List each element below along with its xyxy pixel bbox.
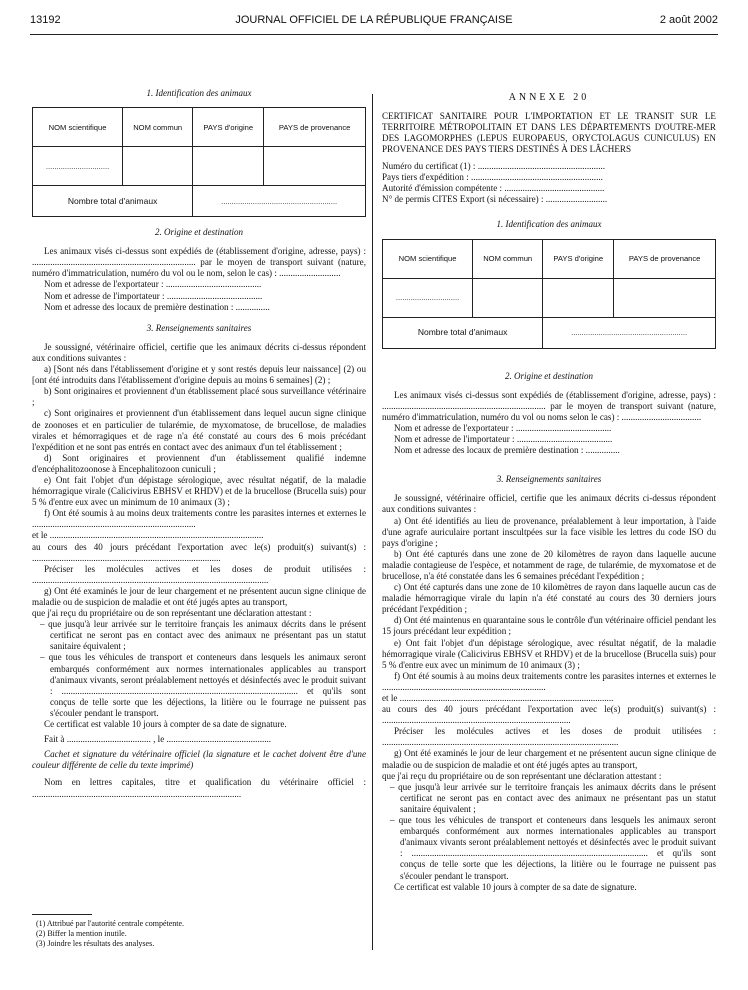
col-header-scientific-name: NOM scientifique: [383, 239, 473, 278]
list-item: – que tous les véhicules de transport et conteneurs dans lesquels les animaux seront embarqués conformément aux normes internationales applicables au transport d'animaux vivants seront préalablement nettoyés et désinfectés avec le produit suivant : ........................................................................................................ et qu'ils sont conçus de telle sorte que les déjections, la litière ou le fourrage ne puissent pas s'écouler pendant le transport.: [390, 815, 716, 881]
paragraph: Nom et adresse de l'exportateur : ..........................................: [394, 422, 612, 433]
section-title-origin: 2. Origine et destination: [155, 227, 243, 238]
paragraph: g) Ont été examinés le jour de leur chargement et ne présentent aucun signe clinique de maladie ou de suspicion de maladie et ont été jugés aptes au transport,: [32, 585, 366, 607]
paragraph: Je soussigné, vétérinaire officiel, certifie que les animaux décrits ci-dessus répondent aux conditions suivantes :: [382, 493, 716, 515]
validity-note: Ce certificat est valable 10 jours à compter de sa date de signature.: [44, 719, 287, 730]
footnote-rule: [32, 914, 92, 915]
paragraph: Nom et adresse des locaux de première destination : ...............: [394, 445, 620, 456]
paragraph: d) Sont originaires et proviennent d'un établissement qualifié indemne d'encéphalitozoonose à Encephalitozoon cuniculi ;: [32, 452, 366, 474]
list-item: – que jusqu'à leur arrivée sur le territoire français les animaux décrits dans le présent certificat ne seront pas en contact avec des animaux ne présentant pas un statut sanitaire équivalent ;: [40, 619, 366, 652]
paragraph: a) Ont été identifiés au lieu de provenance, préalablement à leur importation, à l'aide d'une agrafe auriculaire portant inscultpées sur la face visible les lettres du code ISO du pays d'origine ;: [382, 515, 716, 548]
table-cell: [264, 147, 366, 186]
paragraph: Les animaux visés ci-dessus sont expédiés de (établissement d'origine, adresse, pays) : ........................................................................ par le moyen de transport suivant (nature, numéro d'immatriculation, numéro du vol ou le nom, selon le cas) : ...........................: [32, 246, 366, 279]
paragraph: Préciser les molécules actives et les doses de produit utilisées : ........................................................................................................: [32, 563, 366, 585]
col-header-common-name: NOM commun: [123, 108, 193, 147]
page-header: [30, 14, 718, 35]
stamp-signature-instruction: Cachet et signature du vétérinaire officiel (la signature et le cachet doivent être d'une couleur différente de celle du texte imprimé): [32, 749, 366, 771]
journal-title: JOURNAL OFFICIEL DE LA RÉPUBLIQUE FRANÇAISE: [235, 14, 513, 26]
paragraph: au cours des 40 jours précédant l'exportation avec le(s) produit(s) suivant(s) : ...................................................................................: [32, 541, 366, 563]
paragraph: d) Ont été maintenus en quarantaine sous le contrôle d'un vétérinaire officiel pendant les 15 jours précédant leur expédition ;: [382, 615, 716, 637]
paragraph: e) Ont fait l'objet d'un dépistage sérologique, avec résultat négatif, de la maladie hémorragique virale (Calicivirus EBHSV et RHDV) et de la brucellose (Brucella suis) pour 5 % d'entre eux avec un minimum de 10 animaux (3) ;: [382, 637, 716, 670]
total-animals-label: Nombre total d'animaux: [383, 317, 543, 348]
signature-place-date: Fait à ..................................... , le ..............................................: [44, 734, 272, 745]
export-country-line: Pays tiers d'expédition : ..........................................................: [382, 172, 603, 183]
paragraph: que j'ai reçu du propriétaire ou de son représentant une déclaration attestant :: [32, 608, 312, 619]
col-header-country-provenance: PAYS de provenance: [264, 108, 366, 147]
section-title-identification: 1. Identification des animaux: [146, 88, 252, 98]
identification-table: [32, 107, 366, 217]
col-header-country-provenance: PAYS de provenance: [614, 239, 716, 278]
footnotes: [32, 914, 366, 949]
paragraph: Nom et adresse de l'importateur : ..........................................: [394, 434, 613, 445]
paragraph: que j'ai reçu du propriétaire ou de son représentant une déclaration attestant :: [382, 770, 662, 781]
paragraph: et le ..............................................................................................: [32, 530, 264, 541]
paragraph: f) Ont été soumis à au moins deux traitements contre les parasites internes et externes le ........................................................................: [382, 670, 716, 692]
paragraph: b) Sont originaires et proviennent d'un établissement placé sous surveillance vétérinaire ;: [32, 386, 366, 408]
certificate-title: CERTIFICAT SANITAIRE POUR L'IMPORTATION ET LE TRANSIT SUR LE TERRITOIRE MÉTROPOLITAIN ET DANS LES DÉPARTEMENTS D'OUTRE-MER DES LAGOMORPHES (LEPUS EUROPAEUS, ORYCTOLAGUS CUNICULUS) EN PROVENANCE DES PAYS TIERS DESTINÉS À DES LÂCHERS: [382, 111, 716, 155]
right-column: [382, 92, 716, 893]
footnote-2: (2) Biffer la mention inutile.: [36, 929, 127, 938]
paragraph: Nom et adresse de l'exportateur : ..........................................: [44, 279, 262, 290]
paragraph: Je soussigné, vétérinaire officiel, certifie que les animaux décrits ci-dessus répondent aux conditions suivantes :: [32, 341, 366, 363]
table-cell: [473, 278, 543, 317]
section-title-identification: 1. Identification des animaux: [496, 219, 602, 230]
issuing-authority-line: Autorité d'émission compétente : ............................................: [382, 183, 605, 194]
col-header-scientific-name: NOM scientifique: [33, 108, 123, 147]
paragraph: Préciser les molécules actives et les doses de produit utilisées : ........................................................................................................: [382, 726, 716, 748]
total-animals-value: .......................................................: [543, 317, 716, 348]
paragraph: g) Ont été examinés le jour de leur chargement et ne présentent aucun signe clinique de maladie ou de suspicion de maladie et ont été jugés aptes au transport,: [382, 748, 716, 770]
footnote-1: (1) Attribué par l'autorité centrale compétente.: [36, 919, 185, 928]
list-item: – que tous les véhicules de transport et conteneurs dans lesquels les animaux seront embarqués conformément aux normes internationales applicables au transport d'animaux vivants, seront préalablement nettoyés et désinfectés avec le produit suivant : ........................................................................................................ et qu'ils sont conçus de telle sorte que les déjections, la litière ou le fourrage ne puissent pas s'écouler pendant le transport.: [40, 652, 366, 718]
table-cell: [193, 147, 264, 186]
table-cell: [614, 278, 716, 317]
table-cell: [123, 147, 193, 186]
paragraph: et le ..............................................................................................: [382, 693, 614, 703]
col-header-country-origin: PAYS d'origine: [543, 239, 614, 278]
section-title-health: 3. Renseignements sanitaires: [146, 322, 252, 333]
paragraph: b) Ont été capturés dans une zone de 20 kilomètres de rayon dans laquelle aucune maladie contagieuse de l'espèce, et notamment de rage, de tularémie, de myxomatose et de brucellose, n'a été constatée dans les 6 semaines précédant l'expédition ;: [382, 548, 716, 581]
footnote-3: (3) Joindre les résultats des analyses.: [36, 939, 155, 948]
section-title-origin: 2. Origine et destination: [505, 370, 593, 381]
list-item: – que jusqu'à leur arrivée sur le territoire français les animaux décrits dans le présent certificat ne seront pas en contact avec des animaux ne présentant pas un statut sanitaire équivalent ;: [390, 781, 716, 814]
certificate-number-line: Numéro du certificat (1) : ........................................................: [382, 161, 606, 172]
paragraph: a) [Sont nés dans l'établissement d'origine et y sont restés depuis leur naissance] (2) ou [ont été introduits dans l'établissement d'origine depuis au moins 6 semaines] (2) ;: [32, 364, 366, 386]
page-number: 13192: [30, 14, 61, 26]
paragraph: c) Sont originaires et proviennent d'un établissement dans lequel aucun signe clinique de zoonoses et en particulier de tularémie, de myxomatose, de brucellose, de maladies virales et hémorragiques et de rage n'a été constaté au cours des 6 mois précédant l'expédition et ne sont pas entrés en contact avec des animaux d'un tel établissement ;: [32, 408, 366, 452]
annex-title: ANNEXE 20: [508, 92, 590, 103]
cites-permit-line: N° de permis CITES Export (si nécessaire) : ...........................: [382, 194, 608, 205]
vet-name-line: Nom en lettres capitales, titre et qualification du vétérinaire officiel : ............................................................................................: [32, 777, 366, 799]
validity-note: Ce certificat est valable 10 jours à compter de sa date de signature.: [394, 881, 637, 892]
identification-table: [382, 239, 716, 349]
paragraph: Nom et adresse de l'importateur : ..........................................: [44, 290, 263, 301]
paragraph: au cours des 40 jours précédant l'exportation avec le(s) produit(s) suivant(s) : ...................................................................................: [382, 704, 716, 726]
col-header-country-origin: PAYS d'origine: [193, 108, 264, 147]
table-cell: ..............................: [383, 278, 473, 317]
col-header-common-name: NOM commun: [473, 239, 543, 278]
left-column: [32, 88, 366, 800]
paragraph: Nom et adresse des locaux de première destination : ...............: [44, 301, 270, 312]
paragraph: c) Ont été capturés dans une zone de 10 kilomètres de rayon dans laquelle aucun cas de maladie hémorragique virale du lapin n'a été constaté au cours des 30 derniers jours précédant l'expédition ;: [382, 582, 716, 615]
issue-date: 2 août 2002: [659, 14, 718, 26]
total-animals-value: .......................................................: [193, 186, 366, 217]
section-title-health: 3. Renseignements sanitaires: [496, 474, 602, 485]
column-divider: [372, 94, 373, 950]
table-cell: [543, 278, 614, 317]
paragraph: e) Ont fait l'objet d'un dépistage sérologique, avec résultat négatif, de la maladie hémorragique virale (Calicivirus EBHSV et RHDV) et de la brucellose (Brucella suis) pour 5 % d'entre eux avec un minimum de 10 animaux (3) ;: [32, 474, 366, 508]
table-cell: ..............................: [33, 147, 123, 186]
total-animals-label: Nombre total d'animaux: [33, 186, 193, 217]
paragraph: Les animaux visés ci-dessus sont expédiés de (établissement d'origine, adresse, pays) : ........................................................................ par le moyen de transport suivant (nature, numéro d'immatriculation, numéro du vol ou noms selon le cas) : ...................................: [382, 389, 716, 422]
paragraph: f) Ont été soumis à au moins deux traitements contre les parasites internes et externes le ........................................................................: [32, 508, 366, 530]
